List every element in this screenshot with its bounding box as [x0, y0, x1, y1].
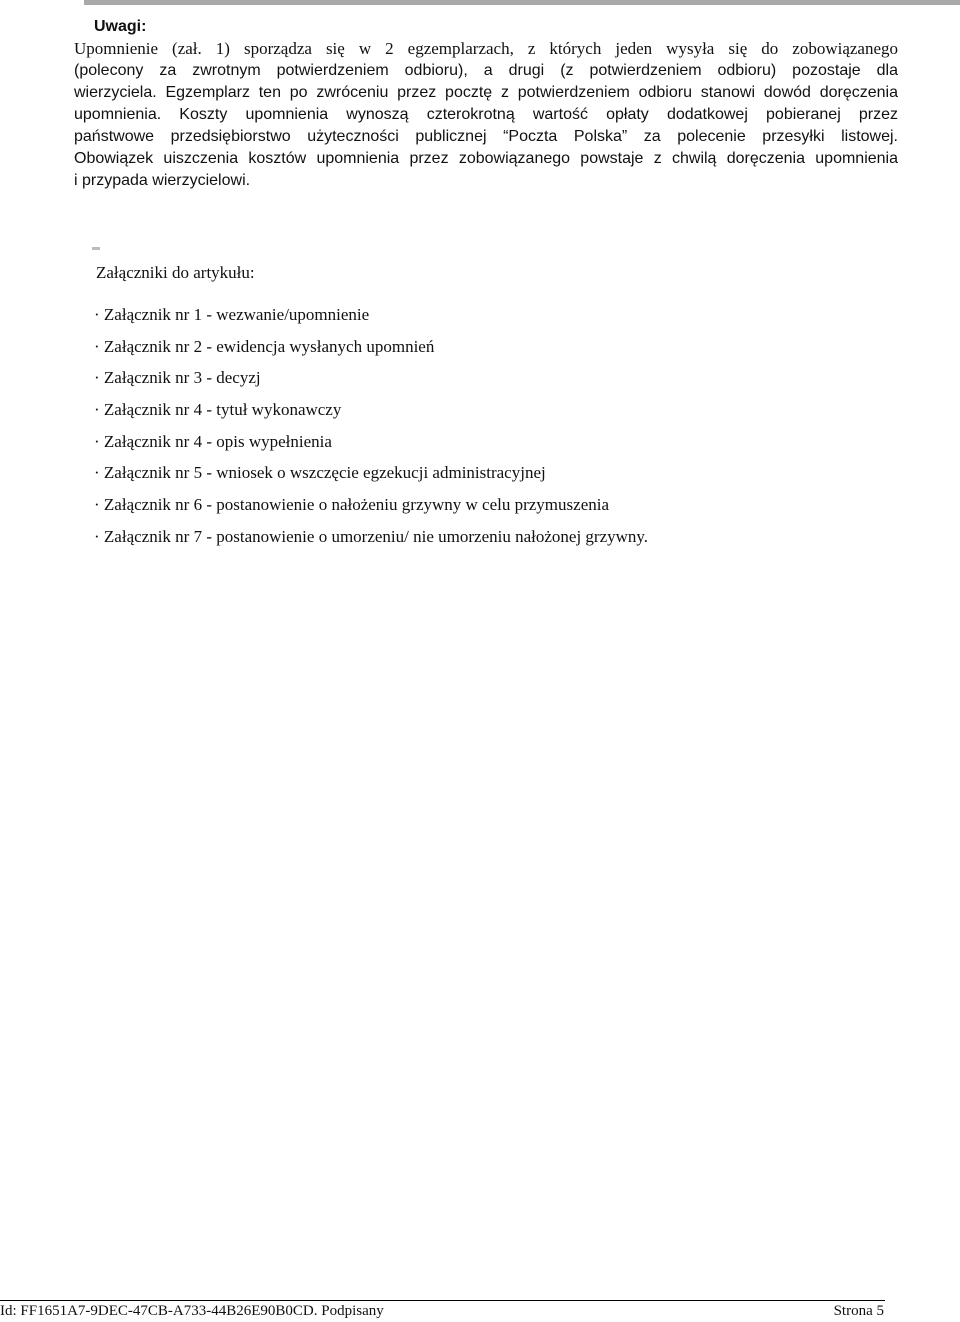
attachment-item: · Załącznik nr 7 - postanowienie o umorzeniu/ nie umorzeniu nałożonej grzywny.	[94, 526, 649, 546]
footer-divider	[0, 1300, 885, 1301]
notes-paragraph	[74, 38, 898, 192]
attachment-item: · Załącznik nr 2 - ewidencja wysłanych upomnień	[94, 336, 435, 356]
notes-line: upomnienia. Koszty upomnienia wynoszą czterokrotną wartość opłaty dodatkowej pobieranej przez	[74, 106, 898, 123]
notes-title: Uwagi:	[94, 18, 147, 35]
attachment-item: · Załącznik nr 6 - postanowienie o nałożeniu grzywny w celu przymuszenia	[94, 495, 610, 515]
attachment-item: · Załącznik nr 1 - wezwanie/upomnienie	[94, 305, 370, 324]
attachment-item: · Załącznik nr 3 - decyzj	[94, 368, 261, 388]
top-divider	[84, 0, 960, 5]
notes-line: i przypada wierzycielowi.	[74, 172, 251, 189]
notes-line: Obowiązek uiszczenia kosztów upomnienia przez zobowiązanego powstaje z chwilą doręczenia upomnienia	[74, 150, 898, 167]
page-footer	[0, 1300, 960, 1322]
attachment-item: · Załącznik nr 4 - tytuł wykonawczy	[94, 400, 342, 420]
notes-line: Upomnienie (zał. 1) sporządza się w 2 egzemplarzach, z których jeden wysyła się do zobowiązanego	[74, 39, 898, 58]
attachments-section	[96, 262, 896, 558]
notes-section	[74, 16, 898, 192]
document-id: Id: FF1651A7-9DEC-47CB-A733-44B26E90B0CD. Podpisany	[0, 1303, 384, 1319]
section-marker	[92, 247, 100, 250]
attachment-item: · Załącznik nr 4 - opis wypełnienia	[94, 431, 332, 451]
notes-line: państwowe przedsiębiorstwo użyteczności publicznej “Poczta Polska” za polecenie przesyłki listowej.	[74, 128, 898, 145]
attachment-item: · Załącznik nr 5 - wniosek o wszczęcie egzekucji administracyjnej	[94, 463, 546, 483]
page-number: Strona 5	[833, 1303, 884, 1319]
notes-line: (polecony za zwrotnym potwierdzeniem odbioru), a drugi (z potwierdzeniem odbioru) pozostaje dla	[74, 62, 898, 79]
notes-line: wierzyciela. Egzemplarz ten po zwróceniu przez pocztę z potwierdzeniem odbioru stanowi dowód doręczenia	[74, 84, 898, 101]
attachments-heading: Załączniki do artykułu:	[96, 263, 255, 282]
